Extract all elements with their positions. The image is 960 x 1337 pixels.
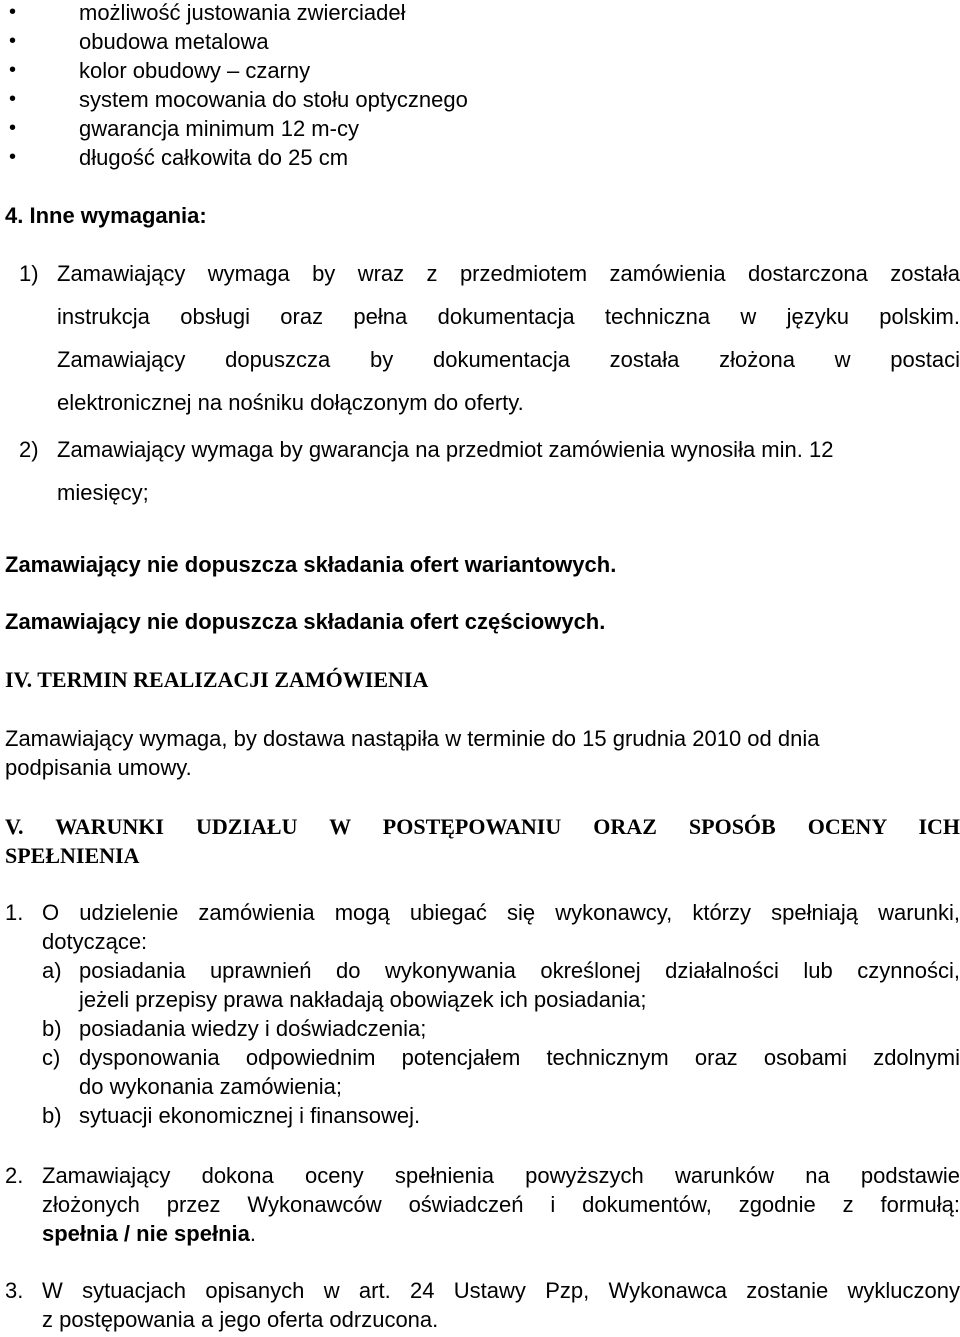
notice-variant-offers: Zamawiający nie dopuszcza składania ofert wariantowych.	[5, 552, 617, 577]
item-number: 3.	[5, 1278, 24, 1303]
list-item: b) sytuacji ekonomicznej i finansowej.	[42, 1103, 421, 1128]
section-iv-text: Zamawiający wymaga, by dostawa nastąpiła w terminie do 15 grudnia 2010 od dnia podpisania umowy.	[5, 726, 820, 780]
bullet-icon: •	[9, 1, 17, 23]
item-number: 2)	[19, 437, 39, 462]
section-v-point-2: 2. Zamawiający dokona oceny spełnienia powyższych warunków na podstawie złożonych przez Wykonawców oświadczeń i dokumentów, zgodnie z formułą: spełnia / nie spełnia.	[5, 1163, 960, 1246]
section-4-heading: 4. Inne wymagania:	[5, 203, 207, 228]
list-item: • kolor obudowy – czarny	[9, 58, 311, 83]
bullet-icon: •	[9, 146, 17, 168]
item-number: 2.	[5, 1163, 24, 1188]
list-item: • gwarancja minimum 12 m-cy	[9, 116, 359, 141]
bullet-icon: •	[9, 117, 17, 139]
list-item: • system mocowania do stołu optycznego	[9, 87, 468, 112]
list-item: • możliwość justowania zwierciadeł	[9, 0, 406, 25]
list-item: • długość całkowita do 25 cm	[9, 145, 349, 170]
item-number: 1)	[19, 261, 39, 286]
section-v-point-3: 3. W sytuacjach opisanych w art. 24 Ustawy Pzp, Wykonawca zostanie wykluczony z postępowania a jego oferta odrzucona.	[5, 1278, 960, 1332]
bullet-icon: •	[9, 59, 17, 81]
item-text: Zamawiający wymaga by wraz z przedmiotem zamówienia dostarczona została instrukcja obsługi oraz pełna dokumentacja techniczna w języku polskim. Zamawiający dopuszcza by dokumentacja została złożona w postaci elektronicznej na nośniku dołączonym do oferty.	[57, 261, 960, 415]
bullet-icon: •	[9, 30, 17, 52]
item-number: 1.	[5, 900, 24, 925]
section-v-point-1: 1. O udzielenie zamówienia mogą ubiegać się wykonawcy, którzy spełniają warunki, dotyczące: a) posiadania uprawnień do wykonywania określonej działalności lub czynności, jeżeli przepisy prawa nakładają obowiązek ich posiadania; b) posiadania wiedzy i doświadczenia; c) dysponowania odpowiednim potencjałem technicznym oraz osobami zdolnymi do wykonania zamówienia; b) sytuacji ekonomicznej i finansowej.	[5, 900, 960, 1128]
list-item: b) posiadania wiedzy i doświadczenia;	[42, 1016, 427, 1041]
evaluation-formula: spełnia / nie spełnia	[42, 1221, 250, 1246]
bullet-icon: •	[9, 88, 17, 110]
notice-partial-offers: Zamawiający nie dopuszcza składania ofert częściowych.	[5, 609, 606, 634]
item-text: Zamawiający wymaga by gwarancja na przedmiot zamówienia wynosiła min. 12 miesięcy;	[57, 437, 834, 505]
section-v-heading: V. WARUNKI UDZIAŁU W POSTĘPOWANIU ORAZ SPOSÓB OCENY ICH SPEŁNIENIA	[5, 814, 960, 868]
section-iv-heading: IV. TERMIN REALIZACJI ZAMÓWIENIA	[5, 667, 429, 692]
list-item: a) posiadania uprawnień do wykonywania określonej działalności lub czynności,	[42, 958, 960, 983]
list-item: c) dysponowania odpowiednim potencjałem technicznym oraz osobami zdolnymi	[42, 1045, 960, 1070]
spec-bullet-list	[0, 0, 468, 172]
list-item: • obudowa metalowa	[9, 29, 269, 54]
